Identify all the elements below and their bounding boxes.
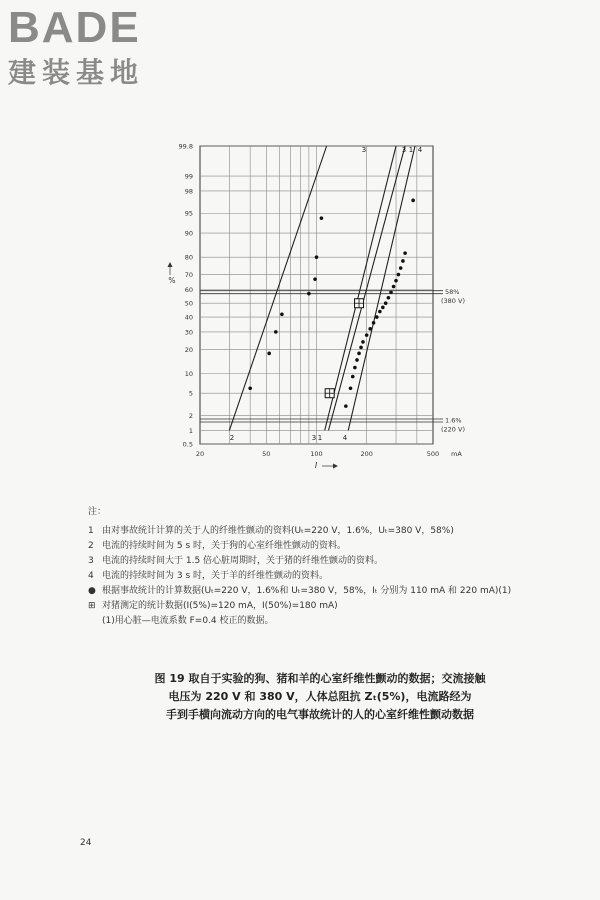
x-tick-label: 20 — [195, 450, 205, 458]
y-axis-label: % — [168, 276, 176, 285]
data-point — [320, 216, 324, 220]
y-tick-label: 98 — [184, 187, 193, 196]
y-tick-label: 90 — [184, 229, 193, 238]
series-label-top: 3 — [401, 146, 407, 154]
data-point — [378, 310, 382, 314]
notes — [88, 505, 548, 629]
series-line-3 — [325, 146, 396, 430]
note-item — [88, 524, 548, 539]
data-point — [307, 292, 311, 296]
data-point — [399, 266, 403, 270]
logo-subtitle: 建装基地 — [8, 56, 145, 89]
y-tick-label: 95 — [184, 209, 193, 218]
data-point — [375, 315, 379, 319]
note-text: 对猪测定的统计数据(I(5%)=120 mA，I(50%)=180 mA) — [102, 601, 338, 611]
note-item — [88, 569, 548, 584]
series-label-bottom: 1 — [317, 434, 323, 442]
y-tick-label: 5 — [188, 389, 193, 398]
y-tick-label: 99.8 — [178, 142, 193, 151]
note-item — [88, 614, 548, 629]
data-point — [384, 301, 388, 305]
data-point — [315, 255, 319, 259]
notes-heading: 注： — [88, 507, 107, 517]
note-text: 电流的持续时间为 3 s 时，关于羊的纤维性颤动的资料。 — [102, 571, 328, 581]
note-item — [88, 539, 548, 554]
x-axis-label: I — [314, 461, 318, 470]
data-point — [368, 327, 372, 331]
note-text: 电流的持续时间为 5 s 时，关于狗的心室纤维性颤动的资料。 — [102, 541, 346, 551]
data-point — [392, 285, 396, 289]
y-tick-label: 30 — [184, 328, 193, 337]
y-tick-label: 40 — [184, 313, 193, 322]
data-point — [387, 296, 391, 300]
y-tick-label: 80 — [184, 253, 193, 262]
data-point — [389, 290, 393, 294]
note-marker: 3 — [88, 556, 94, 566]
data-point — [349, 387, 353, 391]
data-point — [344, 404, 348, 408]
y-tick-label: 60 — [184, 285, 193, 294]
reference-label: (220 V) — [441, 425, 465, 434]
figure-caption — [110, 670, 530, 724]
reference-label: 1.6% — [445, 416, 462, 425]
caption-line: 电压为 220 V 和 380 V，人体总阻抗 Zₜ(5%)，电流路经为 — [168, 690, 472, 703]
y-axis-arrowhead — [168, 262, 173, 267]
page-number: 24 — [80, 838, 92, 848]
data-point — [365, 333, 369, 337]
data-point — [403, 251, 407, 255]
series-label-bottom: 3 — [311, 434, 317, 442]
y-tick-label: 20 — [184, 345, 193, 354]
y-tick-label: 70 — [184, 271, 193, 280]
data-point — [353, 366, 357, 370]
data-point — [267, 352, 271, 356]
note-text: 根据事故统计的计算数据(Uₜ=220 V，1.6%和 Uₜ=380 V，58%，Iₜ 分别为 110 mA 和 220 mA)(1) — [102, 586, 512, 596]
data-point — [394, 279, 398, 283]
data-point — [397, 273, 401, 277]
x-tick-label: 500 — [426, 450, 440, 458]
caption-line: 手到手横向流动方向的电气事故统计的人的心室纤维性颤动数据 — [166, 708, 474, 721]
y-tick-label: 1 — [188, 426, 193, 435]
data-point — [381, 306, 385, 310]
data-point — [357, 352, 361, 356]
data-point — [401, 259, 405, 263]
note-marker: 4 — [88, 571, 94, 581]
note-item — [88, 554, 548, 569]
note-marker: 2 — [88, 541, 94, 551]
note-marker — [88, 614, 102, 629]
bullet-icon: ● — [88, 586, 96, 596]
series-label-top: 4 — [417, 146, 423, 154]
x-tick-label: 50 — [262, 450, 271, 458]
x-tick-label: 200 — [360, 450, 373, 458]
note-item — [88, 599, 548, 614]
note-text: 电流的持续时间大于 1.5 倍心脏周期时，关于猪的纤维性颤动的资料。 — [102, 556, 384, 566]
data-point — [361, 340, 365, 344]
y-tick-label: 10 — [184, 369, 193, 378]
note-item — [88, 584, 548, 599]
x-axis-arrowhead — [333, 464, 338, 469]
data-point — [355, 358, 359, 362]
boxed-plus-icon: ⊞ — [88, 601, 96, 611]
data-point — [359, 346, 363, 350]
reference-label: 58% — [445, 288, 460, 297]
note-text: (1)用心脏—电流系数 F=0.4 校正的数据。 — [102, 616, 274, 626]
series-line-2 — [229, 146, 326, 430]
y-tick-label: 99 — [184, 172, 193, 181]
data-point — [274, 330, 278, 334]
x-tick-label: 100 — [310, 450, 323, 458]
y-tick-label: 50 — [184, 299, 193, 308]
data-point — [372, 321, 376, 325]
data-point — [280, 312, 284, 316]
y-tick-label: 0.5 — [182, 440, 193, 449]
series-label-bottom: 2 — [229, 434, 235, 442]
note-marker: 1 — [88, 526, 94, 536]
series-line-4 — [348, 146, 415, 430]
series-label-bottom: 4 — [342, 434, 348, 442]
x-unit-label: mA — [451, 450, 462, 458]
data-point — [313, 277, 317, 281]
series-label-top: 3 — [361, 146, 367, 154]
y-tick-label: 2 — [188, 412, 193, 421]
note-text: 由对事故统计计算的关于人的纤维性颤动的资料(Uₜ=220 V，1.6%，Uₜ=380 V，58%) — [102, 526, 454, 536]
data-point — [411, 199, 415, 203]
caption-line: 图 19 取自于实验的狗、猪和羊的心室纤维性颤动的数据；交流接触 — [154, 672, 486, 685]
data-point — [248, 387, 252, 391]
reference-label: (380 V) — [441, 297, 465, 306]
series-label-top: 1 — [408, 146, 414, 154]
data-point — [351, 375, 355, 379]
logo-brand: BADE — [8, 3, 141, 52]
